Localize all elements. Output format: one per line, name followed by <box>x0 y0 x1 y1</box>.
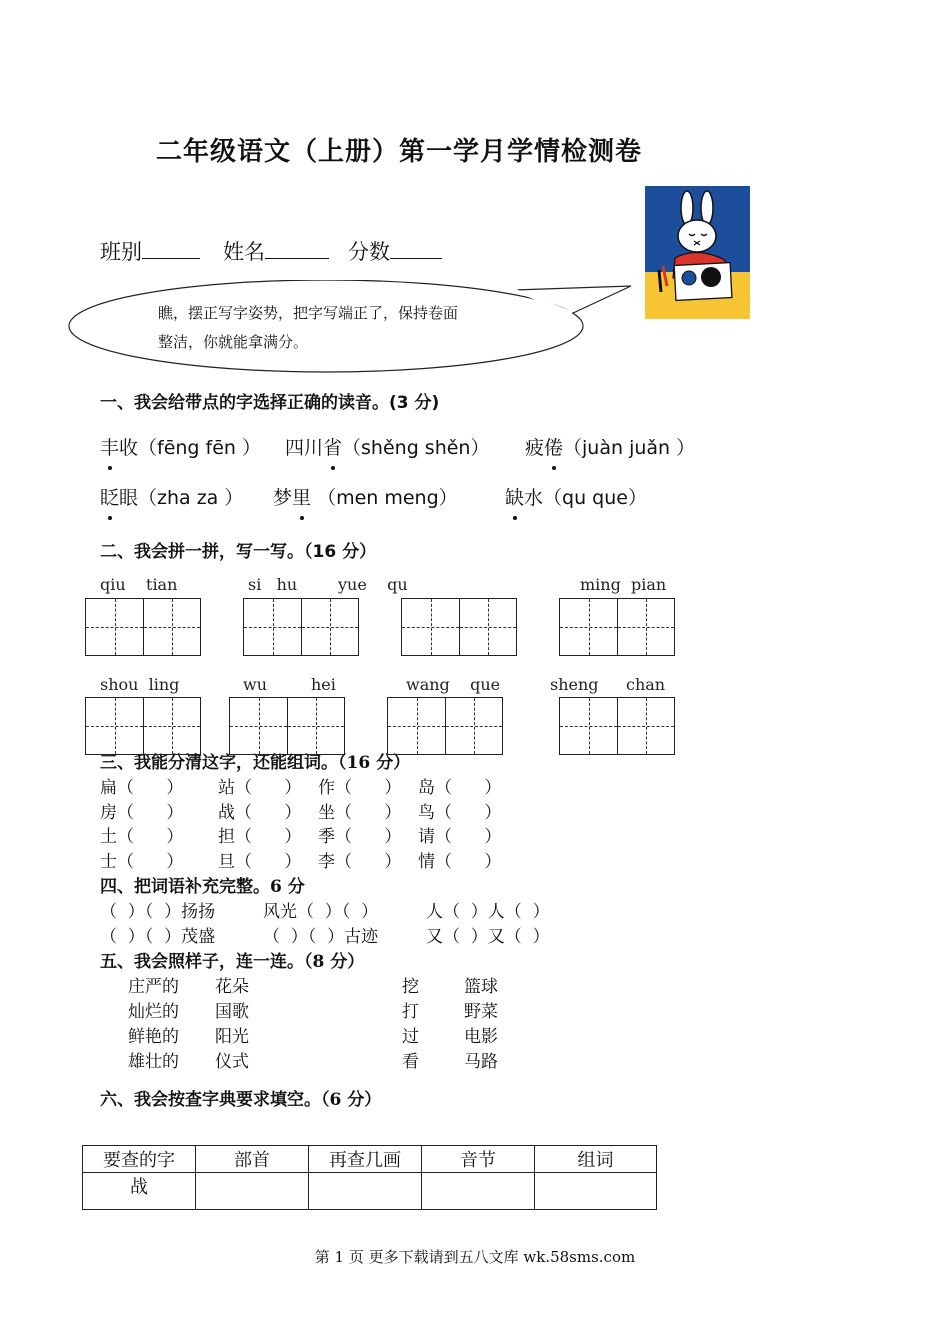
match-right[interactable]: 阳光 <box>215 1027 249 1047</box>
section5-heading: 五、我会照样子，连一连。（8 分） <box>100 952 365 972</box>
table-cell-blank[interactable] <box>422 1173 535 1210</box>
writing-grid[interactable] <box>229 697 345 755</box>
pinyin-label: yue qu <box>338 575 408 594</box>
bubble-text-line2: 整洁，你就能拿满分。 <box>158 333 309 351</box>
speech-bubble <box>66 280 636 376</box>
match-right[interactable]: 仪式 <box>215 1052 249 1072</box>
pinyin-options[interactable]: 眼（zha za ） <box>119 487 244 509</box>
match-left[interactable]: 庄严的 <box>128 977 179 997</box>
match-right[interactable]: 国歌 <box>215 1002 249 1022</box>
word-item[interactable]: 作（ ） <box>318 778 402 798</box>
name-blank[interactable] <box>265 238 329 259</box>
dotted-char: 倦 <box>544 433 563 460</box>
table-cell-blank[interactable] <box>196 1173 309 1210</box>
match-left[interactable]: 打 <box>402 1002 419 1022</box>
page-footer: 第 1 页 更多下载请到五八文库 wk.58sms.com <box>314 1248 636 1266</box>
table-cell: 战 <box>83 1173 196 1210</box>
pinyin-label: qiu tian <box>100 575 178 594</box>
name-field <box>223 236 329 266</box>
table-header: 组词 <box>535 1146 657 1173</box>
section1-item <box>285 433 489 460</box>
word-item[interactable]: 鸟（ ） <box>418 803 502 823</box>
pinyin-label: chan <box>626 675 666 694</box>
section1-item <box>525 433 695 460</box>
match-left[interactable]: 灿烂的 <box>128 1002 179 1022</box>
word-item[interactable]: 李（ ） <box>318 852 402 872</box>
word-item[interactable]: 士（ ） <box>100 852 184 872</box>
table-header-row <box>83 1146 657 1173</box>
word-item[interactable]: 担（ ） <box>218 827 302 847</box>
pinyin-label: hei <box>311 675 336 694</box>
section4-heading: 四、把词语补充完整。6 分 <box>100 877 305 897</box>
table-header: 部首 <box>196 1146 309 1173</box>
idiom-item[interactable]: 又（ ）又（ ） <box>426 927 550 947</box>
word-item[interactable]: 情（ ） <box>418 852 502 872</box>
section6-heading: 六、我会按查字典要求填空。（6 分） <box>100 1090 382 1110</box>
section1-item <box>100 433 261 460</box>
writing-grid[interactable] <box>85 598 201 656</box>
idiom-item[interactable]: （ ）（ ）扬扬 <box>100 902 216 922</box>
section1-heading: 一、我会给带点的字选择正确的读音。(3 分) <box>100 393 440 413</box>
writing-grid[interactable] <box>559 598 675 656</box>
score-field <box>348 236 442 266</box>
word-prefix: 梦 <box>273 487 293 509</box>
pinyin-options[interactable]: （juàn juǎn ） <box>563 437 696 459</box>
dotted-char: 丰 <box>100 433 119 460</box>
page-title: 二年级语文（上册）第一学月学情检测卷 <box>156 137 643 167</box>
name-label: 姓名 <box>223 240 265 264</box>
pinyin-label: shou ling <box>100 675 180 694</box>
section1-item <box>505 483 647 510</box>
section2-heading: 二、我会拼一拼，写一写。（16 分） <box>100 542 377 562</box>
pinyin-label: wang que <box>406 675 501 694</box>
section1-item <box>273 483 458 510</box>
table-header: 音节 <box>422 1146 535 1173</box>
table-row <box>83 1173 657 1210</box>
dotted-char: 缺 <box>505 483 524 510</box>
table-header: 再查几画 <box>309 1146 422 1173</box>
section1-item <box>100 483 243 510</box>
match-left[interactable]: 鲜艳的 <box>128 1027 179 1047</box>
rabbit-drawing-illustration <box>645 186 750 319</box>
class-blank[interactable] <box>142 238 200 259</box>
word-item[interactable]: 季（ ） <box>318 827 402 847</box>
word-item[interactable]: 站（ ） <box>218 778 302 798</box>
dotted-char: 省 <box>323 433 342 460</box>
idiom-item[interactable]: （ ）（ ）古迹 <box>263 927 379 947</box>
word-item[interactable]: 岛（ ） <box>418 778 502 798</box>
idiom-item[interactable]: （ ）（ ）茂盛 <box>100 927 216 947</box>
idiom-item[interactable]: 风光（ ）（ ） <box>263 902 379 922</box>
word-prefix: 四川 <box>285 437 324 459</box>
section3-heading: 三、我能分清这字，还能组词。（16 分） <box>100 753 411 773</box>
pinyin-label: sheng <box>550 675 599 694</box>
dotted-char: 眨 <box>100 483 119 510</box>
match-left[interactable]: 雄壮的 <box>128 1052 179 1072</box>
word-prefix: 疲 <box>525 437 545 459</box>
match-left[interactable]: 看 <box>402 1052 419 1072</box>
table-header: 要查的字 <box>83 1146 196 1173</box>
pinyin-label: ming pian <box>580 575 667 594</box>
word-item[interactable]: 战（ ） <box>218 803 302 823</box>
writing-grid[interactable] <box>559 697 675 755</box>
match-right[interactable]: 篮球 <box>464 977 498 997</box>
match-left[interactable]: 过 <box>402 1027 419 1047</box>
match-left[interactable]: 挖 <box>402 977 419 997</box>
pinyin-options[interactable]: 收（fēng fēn ） <box>119 437 261 459</box>
match-right[interactable]: 花朵 <box>215 977 249 997</box>
pinyin-options[interactable]: 水（qu que） <box>524 487 647 509</box>
pinyin-options[interactable]: （men meng） <box>311 487 458 509</box>
score-blank[interactable] <box>390 238 442 259</box>
writing-grid[interactable] <box>387 697 503 755</box>
dotted-char: 里 <box>292 483 311 510</box>
pinyin-options[interactable]: （shěng shěn） <box>342 437 490 459</box>
writing-grid[interactable] <box>243 598 359 656</box>
match-right[interactable]: 野菜 <box>464 1002 498 1022</box>
writing-grid[interactable] <box>401 598 517 656</box>
table-cell-blank[interactable] <box>309 1173 422 1210</box>
pinyin-label: si hu <box>248 575 298 594</box>
word-item[interactable]: 土（ ） <box>100 827 184 847</box>
dictionary-table <box>82 1145 657 1210</box>
class-label: 班别 <box>100 240 142 264</box>
bubble-text-line1: 瞧，摆正写字姿势，把字写端正了，保持卷面 <box>158 304 459 322</box>
word-item[interactable]: 房（ ） <box>100 803 184 823</box>
word-item[interactable]: 请（ ） <box>418 827 502 847</box>
pinyin-label: wu <box>243 675 267 694</box>
word-item[interactable]: 扁（ ） <box>100 778 184 798</box>
class-field <box>100 236 200 266</box>
word-item[interactable]: 坐（ ） <box>318 803 402 823</box>
writing-grid[interactable] <box>85 697 201 755</box>
table-cell-blank[interactable] <box>535 1173 657 1210</box>
match-right[interactable]: 马路 <box>464 1052 498 1072</box>
match-right[interactable]: 电影 <box>464 1027 498 1047</box>
idiom-item[interactable]: 人（ ）人（ ） <box>426 902 550 922</box>
word-item[interactable]: 旦（ ） <box>218 852 302 872</box>
score-label: 分数 <box>348 240 390 264</box>
